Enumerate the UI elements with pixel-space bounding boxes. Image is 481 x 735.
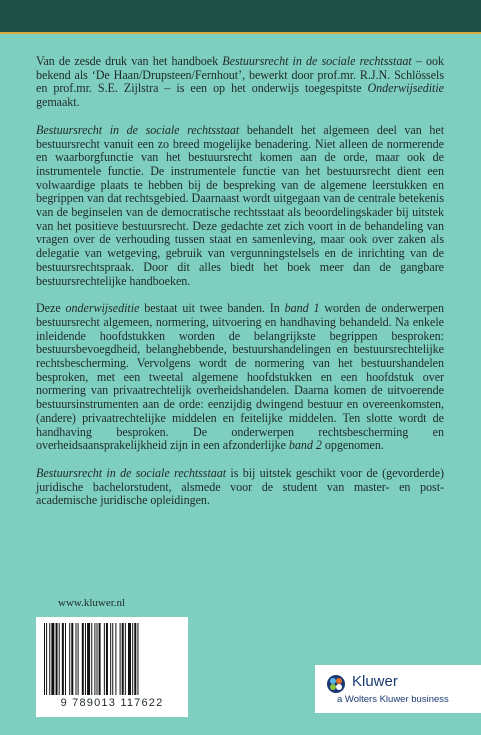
barcode-bar	[134, 623, 136, 695]
barcode-bar	[94, 623, 95, 695]
barcode-bar	[106, 623, 108, 695]
barcode-bar	[120, 623, 121, 695]
paragraph-intro: Van de zesde druk van het handboek Bestuursrecht in de sociale rechtsstaat – ook bekend als ‘De Haan/Drupsteen/Fernhout’, bewerkt door prof.mr. R.J.N. Schlössels en prof.mr. S.E. Zijlstra – is een op het onderwijs toegespitste Onderwijseditie gemaakt.	[36, 54, 445, 110]
paragraph-edition-contents: Deze onderwijseditie bestaat uit twee banden. In band 1 worden de onderwerpen bestuursrecht algemeen, normering, uitvoering en handhaving behandeld. Na enkele inleidende hoofdstukken worden de belangrijkste begrippen besproken: bestuursbevoegdheid, belanghebbende, bestuurshandelingen en bestuursrechtelijke rechtsbescherming. Vervolgens wordt de normering van het bestuurshandelen besproken, met een tweetal algemene hoofdstukken en een hoofdstuk over normering van privaatrechtelijk overheidshandelen. Daarna komen de uitvoerende bestuursinstrumenten aan de orde: eenzijdig dwingend bestuur en overeenkomsten, (andere) privaatrechtelijke middelen en feitelijke middelen. Ten slotte wordt de handhaving besproken. De onderwerpen rechtsbescherming en overheidsaansprakelijkheid zijn in een afzonderlijke band 2 opgenomen.	[36, 301, 444, 453]
barcode-bar	[78, 623, 79, 695]
barcode-bar	[46, 623, 47, 695]
barcode-bar	[85, 623, 86, 695]
paragraph-description: Bestuursrecht in de sociale rechtsstaat behandelt het algemeen deel van het bestuursrecht vanuit een zo breed mogelijke benadering. Niet alleen de normerende en waarborgfunctie van het bestuursrecht komen aan de orde, maar ook de instrumentele functie. De instrumentele functie van het bestuursrecht dient een volwaardige plaats te hebben bij de bespreking van de algemene leerstukken en begrippen van dat rechtsgebied. Daarnaast wordt uitgegaan van de centrale betekenis van de beginselen van de democratische rechtsstaat als beoordelingskader bij uitstek van het positieve bestuursrecht. Deze gedachte zet zich voort in de behandeling van vragen over de verhouding tussen staat en samenleving, maar ook over zaken als delegatie van wetgeving, gebruik van vergunningstelsels en de inrichting van de bestuursrechtspraak. Door dit alles biedt het boek meer dan de gangbare bestuursrechtelijke handboeken.	[36, 122, 445, 288]
barcode-bar	[128, 623, 131, 695]
barcode-bar	[110, 623, 111, 695]
barcode-bar	[62, 623, 64, 695]
barcode-bar	[115, 623, 116, 695]
isbn-barcode	[36, 617, 188, 717]
barcode-bar	[49, 623, 50, 695]
barcode-bar	[122, 623, 124, 695]
barcode-bar	[59, 623, 60, 695]
barcode-bar	[69, 623, 70, 695]
barcode-bar	[87, 623, 90, 695]
barcode-bar	[71, 623, 73, 695]
barcode-bar	[99, 623, 101, 695]
top-color-bar	[0, 0, 481, 32]
paragraph-audience: Bestuursrecht in de sociale rechtsstaat is bij uitstek geschikt voor de (gevorderde) juridische bachelorstudent, alsmede voor de student van master- en post-academische juridische opleidingen.	[36, 465, 444, 508]
barcode-bar	[51, 623, 54, 695]
barcode-bar	[104, 623, 105, 695]
barcode-bar	[125, 623, 126, 695]
top-accent-line	[0, 32, 481, 34]
publisher-tagline: a Wolters Kluwer business	[337, 694, 449, 705]
barcode-bar	[137, 623, 138, 695]
barcode-bar	[56, 623, 58, 695]
barcode-bar	[76, 623, 77, 695]
publisher-name: Kluwer	[352, 673, 398, 690]
barcode-bar	[91, 623, 92, 695]
barcode-bar	[82, 623, 84, 695]
kluwer-globe-logo-icon	[326, 674, 346, 694]
back-cover-text	[36, 55, 444, 522]
barcode-bar	[97, 623, 98, 695]
publisher-logo	[315, 665, 481, 713]
barcode-number: 9 789013 117622	[60, 697, 164, 709]
barcode-bar	[132, 623, 133, 695]
website-link[interactable]: www.kluwer.nl	[58, 597, 126, 609]
barcode-bar	[44, 623, 45, 695]
barcode-bar	[112, 623, 113, 695]
barcode-bar	[65, 623, 66, 695]
barcode-bars	[42, 623, 182, 695]
